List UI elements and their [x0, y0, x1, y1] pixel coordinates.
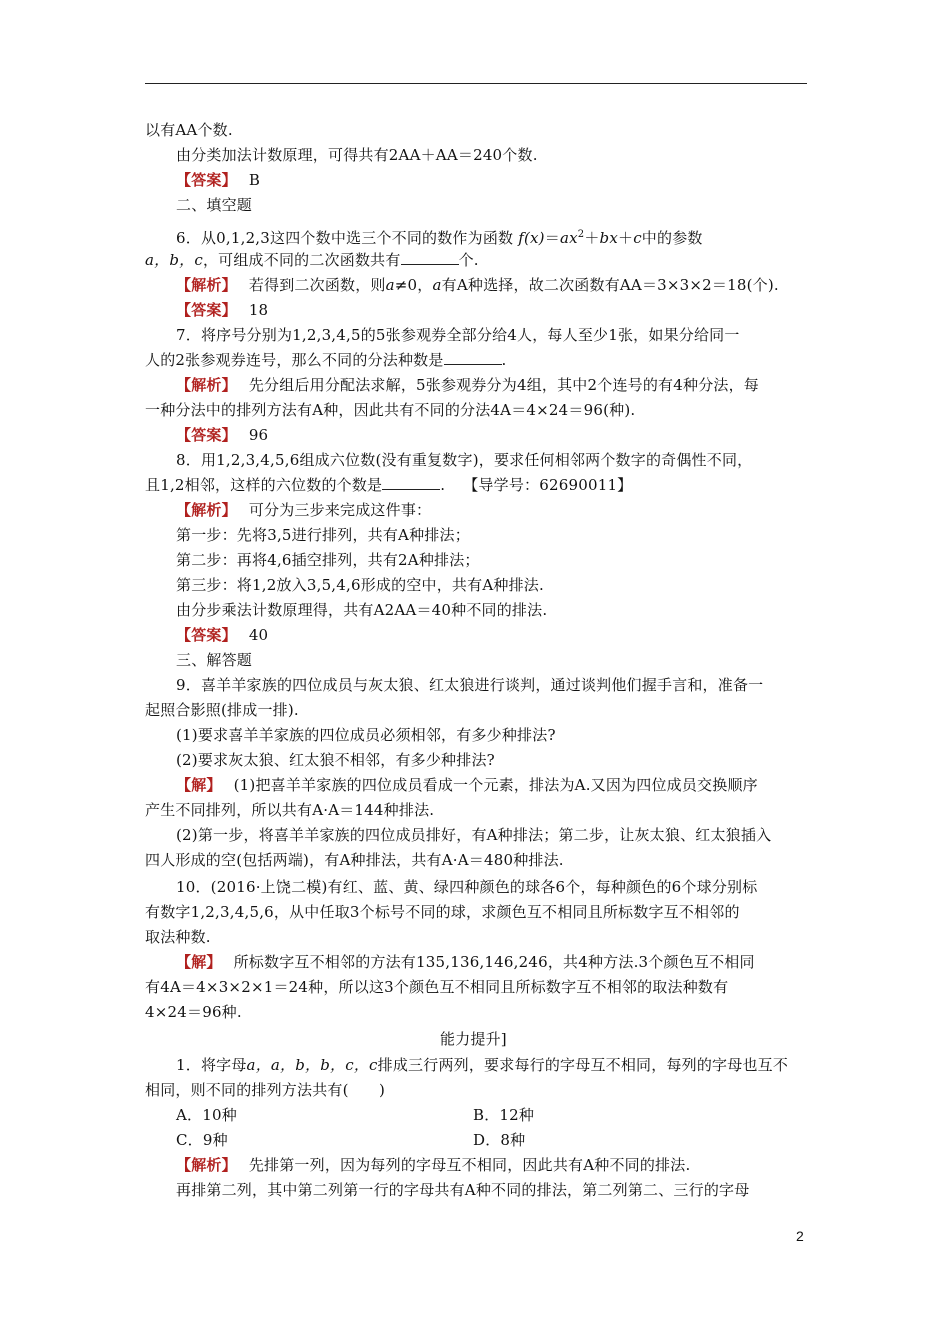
analysis-text: 有A种选择，故二次函数有AA＝3×3×2＝18(个).: [441, 276, 779, 294]
step-line: 第一步：先将3,5进行排列，共有A种排法；: [176, 526, 470, 544]
q6-tail: 中的参数: [641, 229, 703, 247]
answer-tag: 【答案】: [176, 301, 237, 319]
solution-text: (1)把喜羊羊家族的四位成员看成一个元素，排法为A.又因为四位成员交换顺序: [233, 776, 758, 794]
question-9-part-2: (2)要求灰太狼、红太狼不相邻，有多少种排法?: [176, 751, 495, 769]
math-f: f: [518, 229, 524, 247]
solution-tag: 【解】: [176, 776, 222, 794]
answer-line: [176, 426, 268, 444]
question-8-line-1: 8．用1,2,3,4,5,6组成六位数(没有重复数字)，要求任何相邻两个数字的奇偶性不同，: [176, 451, 753, 469]
solution-tag: 【解】: [176, 953, 222, 971]
math-sup: 2: [577, 229, 585, 240]
option-b: B．12种: [473, 1106, 535, 1124]
question-10-line-2: 有数字1,2,3,4,5,6，从中任取3个标号不同的球，求颜色互不相同且所标数字互不相邻的: [145, 903, 740, 921]
analysis-p1-line-1: [176, 1156, 690, 1174]
q7-text: 人的2张参观券连号，那么不同的分法种数是: [145, 351, 444, 369]
solution-10-line-2: 有4A＝4×3×2×1＝24种，所以这3个颜色互不相同且所标数字互不相邻的取法种数有: [145, 978, 729, 996]
analysis-text: 先分组后用分配法求解，5张参观券分为4组，其中2个连号的有4种分法，每: [248, 376, 759, 394]
problem-1-line-1: [176, 1056, 788, 1074]
analysis-7-line-1: [176, 376, 759, 394]
question-7-line-2: [145, 351, 507, 369]
step-line: 由分步乘法计数原理得，共有A2AA＝40种不同的排法.: [176, 601, 548, 619]
analysis-6: [176, 276, 779, 294]
math-plus: ＋: [617, 229, 634, 247]
option-d: D．8种: [473, 1131, 526, 1149]
text-line: 以有AA个数.: [145, 121, 233, 139]
math-c: c: [633, 229, 642, 247]
q7-end: .: [501, 351, 507, 369]
answer-value: 96: [248, 426, 269, 444]
q6-text: ，可组成不同的二次函数共有: [202, 251, 401, 269]
section-heading-ability: 能力提升]: [440, 1030, 507, 1048]
solution-10-line-1: [176, 953, 755, 971]
solution-9-line-2: 产生不同排列，所以共有A·A＝144种排法.: [145, 801, 435, 819]
analysis-7-line-2: 一种分法中的排列方法有A种，因此共有不同的分法4A＝4×24＝96(种).: [145, 401, 636, 419]
p1-text: 1．将字母: [176, 1056, 247, 1074]
question-9-line-1: 9．喜羊羊家族的四位成员与灰太狼、红太狼进行谈判，通过谈判他们握手言和，准备一: [176, 676, 764, 694]
math-ax: ax: [559, 229, 578, 247]
math-a: a: [432, 276, 442, 294]
math-x: (x): [523, 229, 545, 247]
analysis-tag: 【解析】: [176, 1156, 237, 1174]
analysis-text: 若得到二次函数，则: [248, 276, 386, 294]
analysis-tag: 【解析】: [176, 376, 237, 394]
text-line: 由分类加法计数原理，可得共有2AA＋AA＝240个数.: [176, 146, 538, 164]
q8-text: 且1,2相邻，这样的六位数的个数是: [145, 476, 383, 494]
option-a: A．10种: [176, 1106, 237, 1124]
answer-value: 40: [248, 626, 269, 644]
question-7-line-1: 7．将序号分别为1,2,3,4,5的5张参观券全部分给4人，每人至少1张，如果分给同一: [176, 326, 740, 344]
math-eq: ＝: [544, 229, 560, 247]
p1-text: 排成三行两列，要求每行的字母互不相同，每列的字母也互不: [377, 1056, 789, 1074]
step-line: 第二步：再将4,6插空排列，共有2A种排法；: [176, 551, 480, 569]
solution-9-line-4: 四人形成的空(包括两端)，有A种排法，共有A·A＝480种排法.: [145, 851, 564, 869]
analysis-text: 先排第一列，因为每列的字母互不相同，因此共有A种不同的排法.: [248, 1156, 691, 1174]
math-plus: ＋: [584, 229, 600, 247]
q6-end: 个.: [458, 251, 479, 269]
question-9-line-2: 起照合影照(排成一排).: [145, 701, 299, 719]
fill-blank: [444, 351, 502, 365]
answer-line: [176, 626, 268, 644]
analysis-p1-line-2: 再排第二列，其中第二列第一行的字母共有A种不同的排法，第二列第二、三行的字母: [176, 1181, 750, 1199]
section-heading: 二、填空题: [176, 196, 253, 214]
question-9-part-1: (1)要求喜羊羊家族的四位成员必须相邻，有多少种排法?: [176, 726, 556, 744]
answer-line: [176, 301, 268, 319]
analysis-text: 可分为三步来完成这件事：: [248, 501, 432, 519]
section-heading: 三、解答题: [176, 651, 253, 669]
fill-blank: [382, 476, 440, 490]
option-c: C．9种: [176, 1131, 228, 1149]
q6-text: 6．从0,1,2,3这四个数中选三个不同的数作为函数: [176, 229, 514, 247]
analysis-8: [176, 501, 431, 519]
answer-tag: 【答案】: [176, 426, 237, 444]
solution-text: 所标数字互不相邻的方法有135,136,146,246，共4种方法.3个颜色互不相同: [233, 953, 755, 971]
math-a: a: [385, 276, 395, 294]
q8-end: .: [440, 476, 446, 494]
math-bx: bx: [599, 229, 618, 247]
question-8-line-2: [145, 476, 632, 494]
question-6-line-1: [176, 226, 703, 247]
analysis-tag: 【解析】: [176, 276, 237, 294]
question-10-line-3: 取法种数.: [145, 928, 211, 946]
solution-9-line-3: (2)第一步，将喜羊羊家族的四位成员排好，有A种排法；第二步，让灰太狼、红太狼插入: [176, 826, 772, 844]
math-abc: a，b，c: [145, 251, 203, 269]
page-number: 2: [796, 1228, 804, 1244]
answer-value: 18: [248, 301, 269, 319]
answer-value: B: [248, 171, 261, 189]
problem-1-line-2: 相同，则不同的排列方法共有( ): [145, 1081, 386, 1099]
analysis-text: ≠0，: [394, 276, 433, 294]
step-line: 第三步：将1,2放入3,5,4,6形成的空中，共有A种排法.: [176, 576, 544, 594]
question-10-line-1: 10．(2016·上饶二模)有红、蓝、黄、绿四种颜色的球各6个，每种颜色的6个球分别标: [176, 878, 758, 896]
math-letters: a，a，b，b，c，c: [246, 1056, 378, 1074]
guide-number: 【导学号：62690011】: [463, 476, 633, 494]
header-rule: [145, 83, 807, 84]
solution-9-line-1: [176, 776, 758, 794]
answer-tag: 【答案】: [176, 171, 237, 189]
answer-line: [176, 171, 260, 189]
analysis-tag: 【解析】: [176, 501, 237, 519]
solution-10-line-3: 4×24＝96种.: [145, 1003, 242, 1021]
question-6-line-2: [145, 251, 479, 269]
fill-blank: [401, 251, 459, 265]
answer-tag: 【答案】: [176, 626, 237, 644]
